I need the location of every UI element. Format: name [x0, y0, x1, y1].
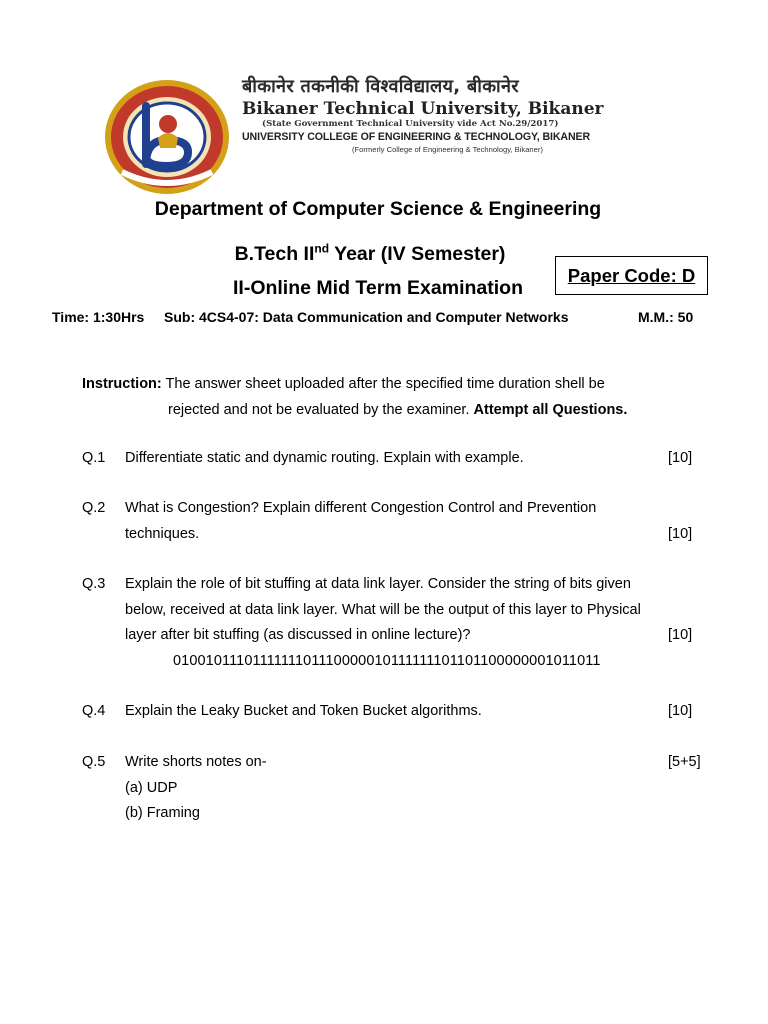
exam-subject: Sub: 4CS4-07: Data Communication and Computer Networks: [164, 309, 569, 325]
letterhead: [100, 48, 648, 158]
question-subpart: (a) UDP: [125, 779, 178, 796]
question-text: What is Congestion? Explain different Congestion Control and Prevention: [125, 500, 597, 516]
paper-code: Paper Code: D: [567, 265, 696, 286]
instruction-emphasis: Attempt all Questions.: [473, 402, 628, 418]
question-number: Q.1: [82, 450, 106, 466]
question-subpart: (b) Framing: [125, 805, 200, 821]
college-name: UNIVERSITY COLLEGE OF ENGINEERING & TECHNOLOGY, BIKANER: [242, 131, 591, 143]
university-name: Bikaner Technical University, Bikaner: [242, 99, 604, 119]
question-marks: [10]: [668, 703, 693, 719]
instruction-line-2: rejected and not be evaluated by the examiner.: [168, 402, 474, 418]
question-marks: [5+5]: [668, 754, 701, 770]
department-heading: Department of Computer Science & Engineering: [154, 198, 602, 220]
year-prefix: B.Tech II: [234, 243, 315, 265]
university-act-line: (State Government Technical University vide Act No.29/2017): [262, 119, 559, 129]
max-marks: M.M.: 50: [638, 309, 694, 325]
college-formerly-line: (Formerly College of Engineering & Technology, Bikaner): [352, 145, 543, 154]
university-logo: [102, 76, 232, 198]
question-marks: [10]: [668, 450, 693, 466]
question-text: Explain the Leaky Bucket and Token Bucket algorithms.: [125, 703, 482, 719]
instruction-line-1: The answer sheet uploaded after the specified time duration shell be: [161, 376, 605, 392]
question-number: Q.4: [82, 703, 106, 719]
question-text: below, received at data link layer. What will be the output of this layer to Physical: [125, 601, 641, 618]
year-suffix: Year (IV Semester): [329, 243, 506, 265]
instruction-block: [82, 371, 692, 423]
question-marks: [10]: [668, 627, 693, 643]
question-text: layer after bit stuffing (as discussed in online lecture)?: [125, 627, 471, 643]
question-text: Explain the role of bit stuffing at data link layer. Consider the string of bits given: [125, 576, 631, 592]
question-text: Differentiate static and dynamic routing. Explain with example.: [125, 450, 524, 466]
year-superscript: nd: [314, 241, 330, 256]
question-number: Q.2: [82, 500, 106, 516]
bit-string: 0100101110111111101110000010111111101101100000001011011: [173, 653, 601, 669]
question-number: Q.3: [82, 576, 106, 592]
question-text: Write shorts notes on-: [125, 754, 267, 770]
university-name-hindi: बीकानेर तकनीकी विश्वविद्यालय, बीकानेर: [242, 76, 519, 97]
paper-code-box: [555, 256, 708, 295]
question-number: Q.5: [82, 754, 106, 770]
question-marks: [10]: [668, 525, 693, 542]
exam-title: II-Online Mid Term Examination: [232, 277, 523, 299]
question-text: techniques.: [125, 525, 200, 542]
exam-time: Time: 1:30Hrs: [52, 309, 145, 325]
instruction-label: Instruction:: [82, 376, 162, 392]
